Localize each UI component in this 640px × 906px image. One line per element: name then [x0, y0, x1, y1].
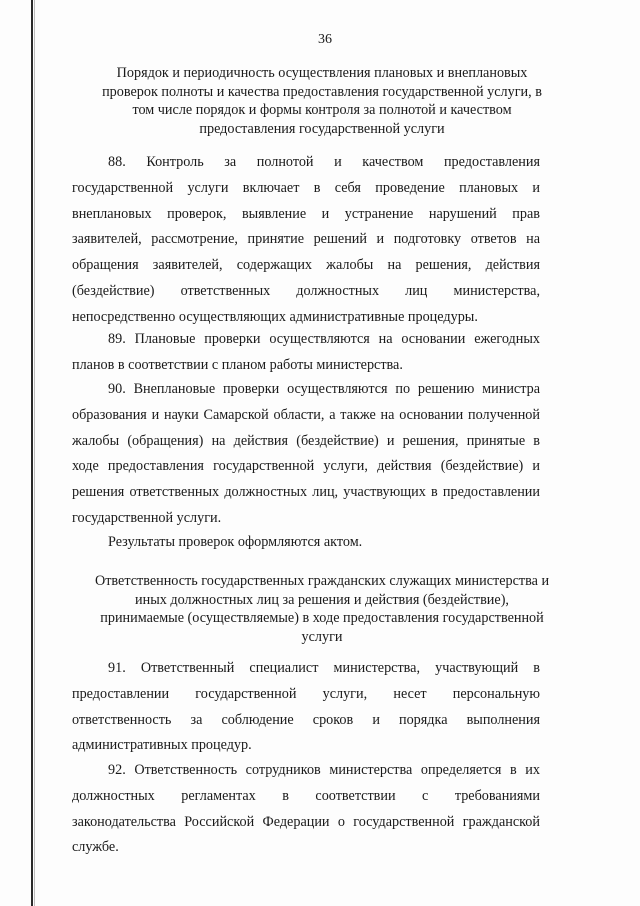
paragraph-line: 89. Плановые проверки осуществляются на основании ежегодных [108, 331, 540, 347]
paragraph-line: административных процедур. [72, 737, 252, 754]
paragraph-line: решения ответственных должностных лиц, участвующих в предоставлении [72, 484, 540, 501]
paragraph-line: планов в соответствии с планом работы министерства. [72, 356, 403, 373]
paragraph-line: должностных регламентах в соответствии с требованиями [72, 787, 540, 804]
paragraph-line: службе. [72, 839, 119, 856]
heading-line: Порядок и периодичность осуществления плановых и внеплановых [116, 65, 528, 81]
paragraph-line: ответственность за соблюдение сроков и порядка выполнения [72, 711, 540, 728]
paragraph-line: внеплановых проверок, выявление и устранение нарушений прав [72, 205, 540, 222]
paragraph-line: 88. Контроль за полнотой и качеством предоставления [108, 154, 540, 170]
paragraph-line: непосредственно осуществляющих административные процедуры. [72, 308, 478, 325]
paragraph-92 [72, 758, 540, 861]
paragraph-line: 90. Внеплановые проверки осуществляются по решению министра [108, 381, 540, 397]
heading-line: услуги [301, 628, 343, 645]
paragraph-91 [72, 656, 540, 759]
section-heading-responsibility [72, 572, 572, 646]
paragraph-90 [72, 377, 540, 532]
paragraph-line: Результаты проверок оформляются актом. [108, 534, 363, 550]
paragraph-line: 91. Ответственный специалист министерства, участвующий в [108, 660, 540, 676]
paragraph-line: законодательства Российской Федерации о государственной гражданской [72, 813, 540, 830]
heading-line: том числе порядок и формы контроля за полнотой и качеством [132, 102, 512, 118]
paragraph-line: жалобы (обращения) на действия (бездействие) и решения, принятые в [72, 432, 540, 449]
heading-line: иных должностных лиц за решения и действия (бездействие), [135, 591, 509, 608]
paragraph-line: государственной услуги включает в себя проведение плановых и [72, 179, 540, 196]
page-number: 36 [318, 32, 332, 47]
section-heading-inspections [72, 64, 572, 138]
scan-left-edge [31, 0, 33, 906]
paragraph-89 [72, 327, 540, 379]
heading-line: принимаемые (осуществляемые) в ходе предоставления государственной [100, 610, 544, 626]
heading-line: Ответственность государственных гражданских служащих министерства и [94, 573, 550, 589]
paragraph-line: предоставлении государственной услуги, несет персональную [72, 685, 540, 702]
paragraph-line: обращения заявителей, содержащих жалобы на решения, действия [72, 257, 540, 274]
paragraph-line: ходе предоставления государственной услуги, действия (бездействие) и [72, 458, 540, 475]
paragraph-line: образования и науки Самарской области, а также на основании полученной [72, 406, 540, 423]
heading-line: проверок полноты и качества предоставления государственной услуги, в [102, 83, 542, 100]
scan-left-edge-shadow [34, 0, 35, 906]
paragraph-inspection-results [72, 530, 540, 556]
paragraph-line: заявителей, рассмотрение, принятие решений и подготовку ответов на [72, 231, 540, 248]
paragraph-line: 92. Ответственность сотрудников министерства определяется в их [108, 762, 540, 778]
heading-line: предоставления государственной услуги [199, 120, 445, 137]
paragraph-line: государственной услуги. [72, 509, 222, 526]
paragraph-88 [72, 150, 540, 331]
paragraph-line: (бездействие) ответственных должностных лиц министерства, [72, 282, 540, 299]
